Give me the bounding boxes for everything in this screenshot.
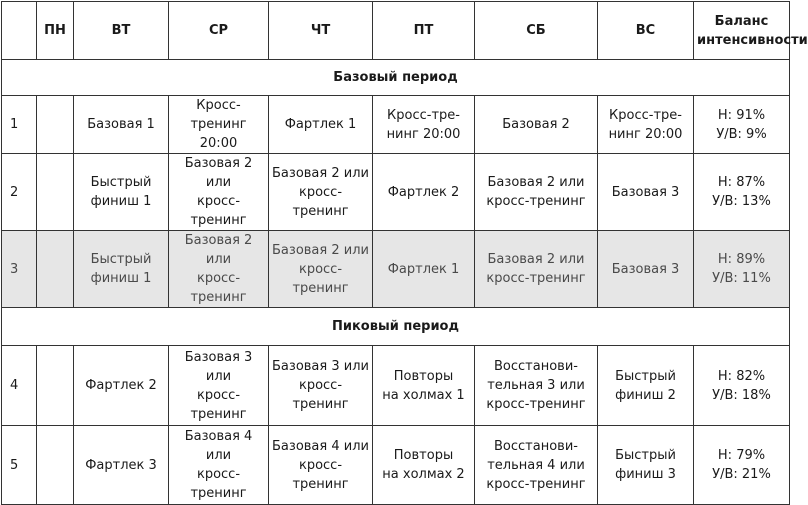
header-fri: ПТ [373,2,475,60]
header-tue: ВТ [74,2,169,60]
week-number: 1 [2,96,37,154]
cell-wed: Базовая 2 или кросс-тренинг [169,231,269,308]
cell-fri: Повторы на холмах 2 [373,426,475,505]
cell-sun: Базовая 3 [598,154,694,231]
cell-mon [37,154,74,231]
cell-sat: Восстанови- тельная 3 или кросс-тренинг [475,346,598,426]
header-sat: СБ [475,2,598,60]
table-row [2,96,790,154]
cell-sat: Восстанови- тельная 4 или кросс-тренинг [475,426,598,505]
week-number: 4 [2,346,37,426]
week-number: 2 [2,154,37,231]
cell-thu: Базовая 2 или кросс-тренинг [269,231,373,308]
cell-balance: Н: 79% У/В: 21% [694,426,790,505]
header-thu: ЧТ [269,2,373,60]
cell-sun: Быстрый финиш 2 [598,346,694,426]
cell-wed: Базовая 4 или кросс-тренинг [169,426,269,505]
cell-balance: Н: 82% У/В: 18% [694,346,790,426]
cell-sat: Базовая 2 или кросс-тренинг [475,154,598,231]
cell-thu: Базовая 3 или кросс-тренинг [269,346,373,426]
cell-mon [37,231,74,308]
cell-balance: Н: 87% У/В: 13% [694,154,790,231]
cell-sun: Быстрый финиш 3 [598,426,694,505]
week-number: 3 [2,231,37,308]
cell-tue: Базовая 1 [74,96,169,154]
training-plan-table [1,1,808,505]
cell-sat: Базовая 2 или кросс-тренинг [475,231,598,308]
table-row [2,154,790,231]
header-row [2,2,790,60]
table-row-highlighted [2,231,790,308]
cell-thu: Базовая 2 или кросс-тренинг [269,154,373,231]
cell-wed: Базовая 2 или кросс-тренинг [169,154,269,231]
cell-mon [37,346,74,426]
header-mon: ПН [37,2,74,60]
cell-mon [37,96,74,154]
cell-fri: Повторы на холмах 1 [373,346,475,426]
header-sun: ВС [598,2,694,60]
header-wed: СР [169,2,269,60]
cell-balance: Н: 89% У/В: 11% [694,231,790,308]
section-row-peak [2,308,790,346]
table-row [2,346,790,426]
cell-sun: Базовая 3 [598,231,694,308]
cell-tue: Быстрый финиш 1 [74,231,169,308]
section-row-base [2,60,790,96]
section-title-peak: Пиковый период [2,308,790,346]
cell-mon [37,426,74,505]
cell-sun: Кросс-тре- нинг 20:00 [598,96,694,154]
header-week [2,2,37,60]
week-number: 5 [2,426,37,505]
cell-tue: Фартлек 3 [74,426,169,505]
cell-fri: Фартлек 1 [373,231,475,308]
cell-wed: Кросс-тренинг 20:00 [169,96,269,154]
cell-sat: Базовая 2 [475,96,598,154]
cell-thu: Фартлек 1 [269,96,373,154]
cell-fri: Фартлек 2 [373,154,475,231]
cell-tue: Быстрый финиш 1 [74,154,169,231]
section-title-base: Базовый период [2,60,790,96]
cell-thu: Базовая 4 или кросс-тренинг [269,426,373,505]
cell-fri: Кросс-тре- нинг 20:00 [373,96,475,154]
cell-tue: Фартлек 2 [74,346,169,426]
cell-wed: Базовая 3 или кросс-тренинг [169,346,269,426]
cell-balance: Н: 91% У/В: 9% [694,96,790,154]
table-row [2,426,790,505]
header-balance: Баланс интенсивности [694,2,790,60]
